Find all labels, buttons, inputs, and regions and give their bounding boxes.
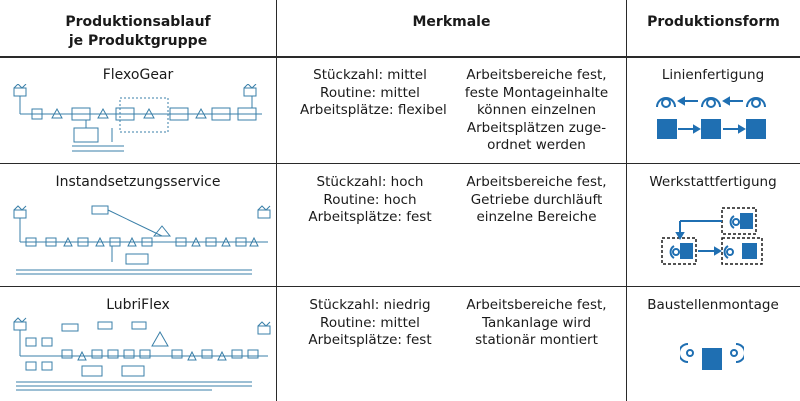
form-name-werkstattfertigung: Werkstattfertigung: [649, 174, 777, 190]
column-divider-1: [276, 0, 277, 401]
feature-line: Routine: hoch: [323, 191, 417, 208]
feature-line: Arbeitsbereiche fest,: [466, 67, 607, 83]
feature-line: Arbeitsplätze: fest: [308, 209, 432, 225]
header-production-form: Produktionsform: [647, 14, 780, 30]
feature-line: Getriebe durchläuft: [470, 191, 603, 208]
column-divider-2: [626, 0, 627, 401]
feature-line: können einzelnen: [476, 102, 597, 118]
feature-line: Arbeitsplätze: fest: [308, 332, 432, 348]
feature-line: feste Montageinhalte: [464, 84, 609, 101]
features-right-flexogear: [454, 67, 619, 155]
feature-line: Stückzahl: niedrig: [309, 297, 431, 313]
feature-line: einzelne Bereiche: [476, 209, 597, 225]
features-left-lubriflex: [300, 297, 440, 350]
lubriflex-flow-diagram: [12, 316, 274, 396]
product-name-flexogear: FlexoGear: [102, 67, 174, 83]
feature-line: Stückzahl: mittel: [313, 67, 427, 83]
feature-line: Arbeitsplätzen zuge-: [466, 119, 607, 136]
feature-line: Routine: mittel: [320, 84, 420, 101]
line-production-icon: [652, 93, 772, 141]
form-name-baustellenmontage: Baustellenmontage: [647, 297, 779, 313]
features-left-flexogear: [300, 67, 447, 120]
feature-line: stationär montiert: [475, 332, 598, 348]
features-left-instandsetzung: [300, 174, 440, 227]
product-name-instandsetzungsservice: Instandsetzungsservice: [55, 174, 221, 190]
product-name-lubriflex: LubriFlex: [106, 297, 170, 313]
instandsetzung-flow-diagram: [12, 200, 274, 280]
feature-line: ordnet werden: [487, 137, 586, 153]
site-assembly-icon: [680, 340, 744, 372]
features-right-instandsetzung: [454, 174, 619, 227]
features-right-lubriflex: [454, 297, 619, 350]
feature-line: Tankanlage wird: [481, 314, 592, 331]
row-divider-1: [0, 163, 800, 164]
header-production-flow: Produktionsablauf je Produktgruppe: [65, 14, 211, 49]
feature-line: Arbeitsbereiche fest,: [466, 297, 607, 313]
feature-line: Routine: mittel: [320, 314, 420, 331]
form-name-linienfertigung: Linienfertigung: [661, 67, 765, 83]
header-divider: [0, 56, 800, 58]
feature-line: Stückzahl: hoch: [316, 174, 424, 190]
flexogear-flow-diagram: [12, 84, 274, 160]
workshop-production-icon: [660, 206, 764, 268]
feature-line: Arbeitsplätze: flexibel: [300, 102, 447, 118]
feature-line: Arbeitsbereiche fest,: [466, 174, 607, 190]
header-characteristics: Merkmale: [412, 14, 491, 30]
row-divider-2: [0, 286, 800, 287]
